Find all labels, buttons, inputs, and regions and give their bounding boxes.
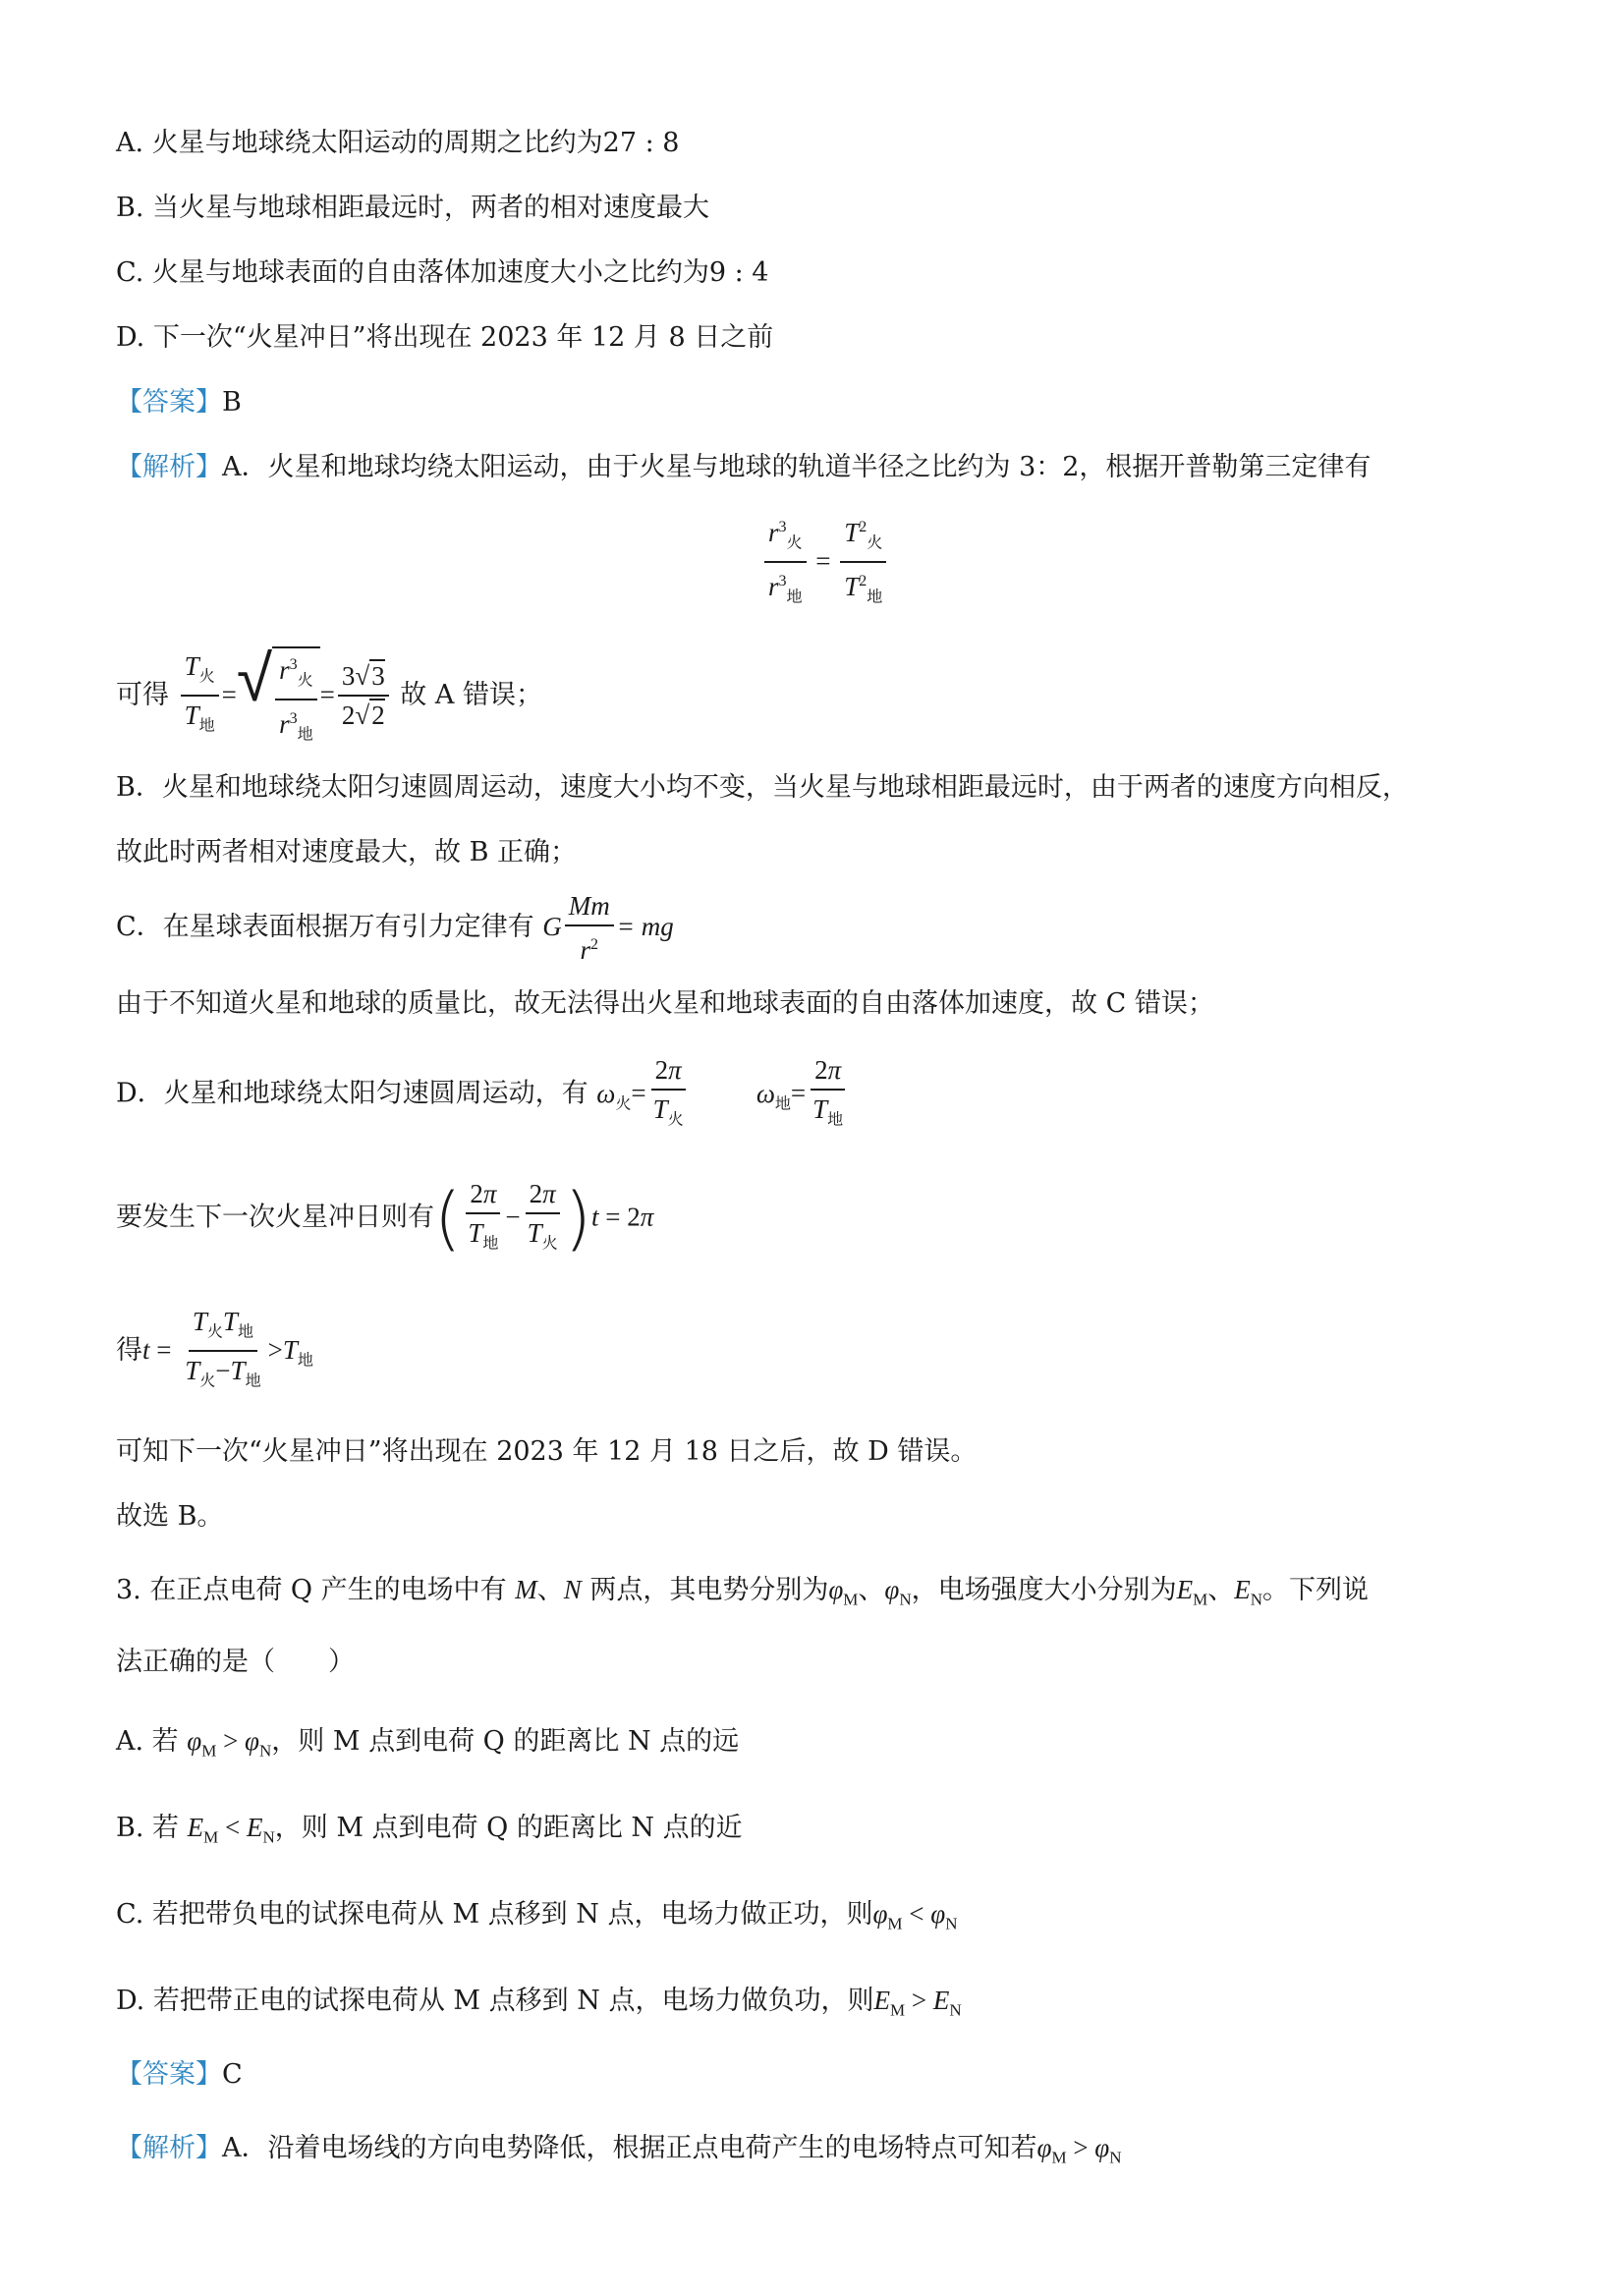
q3-analysis-a-text: A．沿着电场线的方向电势降低，根据正点电荷产生的电场特点可知若 [222, 2133, 1037, 2163]
q3-option-c-text: C. 若把带负电的试探电荷从 M 点移到 N 点，电场力做正功，则 [116, 1899, 873, 1930]
q3-option-a-text: ，则 M 点到电荷 Q 的距离比 N 点的远 [271, 1726, 740, 1757]
q3-option-d-text: D. 若把带正电的试探电荷从 M 点移到 N 点，电场力做负功，则 [116, 1986, 874, 2016]
analysis-a-text: A．火星和地球均绕太阳运动，由于火星与地球的轨道半径之比约为 3：2，根据开普勒第三定律有 [222, 452, 1371, 482]
d-line2-text: 要发生下一次火星冲日则有 [116, 1202, 434, 1233]
q3-stem-d: 。下列说 [1262, 1575, 1370, 1605]
q3-analysis-line: 【解析】A．沿着电场线的方向电势降低，根据正点电荷产生的电场特点可知若$\varphi_M > \varphi_N$ [116, 2133, 1122, 2167]
analysis-c-line1: C．在星球表面根据万有引力定律有 G $\frac{Mm}{r^2}$ = mg [116, 891, 674, 965]
q3-analysis-tag: 【解析】 [116, 2133, 222, 2163]
q3-stem-c: ，电场强度大小分别为 [911, 1575, 1177, 1605]
option-a: A. 火星与地球绕太阳运动的周期之比约为27 : 8 [116, 128, 680, 158]
q3-stem-line2: 法正确的是（ ） [116, 1647, 355, 1677]
analysis-c-line2: 由于不知道火星和地球的质量比，故无法得出火星和地球表面的自由落体加速度，故 C 错误； [116, 988, 1214, 1019]
analysis-d-line3: 得t = $\frac{T_火T_地}{T_火-T_地}$ $>T_地$ [116, 1307, 313, 1390]
analysis-d-line1: D．火星和地球绕太阳匀速圆周运动，有 $\omega_火=$ $\frac{2\pi}{T_火}$ $\omega_地=$ $\frac{2\pi}{T_地}$ [116, 1055, 844, 1129]
analysis-b-line2: 故此时两者相对速度最大，故 B 正确； [116, 837, 578, 868]
answer-line [116, 383, 242, 422]
q3-stem-line1: 3. 在正点电荷 Q 产生的电场中有 M、N 两点，其电势分别为$\varphi_M$、$\varphi_N$，电场强度大小分别为$E_M$、$E_N$。下列说 [116, 1575, 1370, 1609]
answer-tag: 【答案】 [116, 387, 222, 418]
analysis-d-line4: 可知下一次“火星冲日”将出现在 2023 年 12 月 18 日之后，故 D 错误。 [116, 1436, 978, 1467]
q3-option-b: B. 若 $E_M < E_N$，则 M 点到电荷 Q 的距离比 N 点的近 [116, 1813, 743, 1847]
q3-answer-line [116, 2055, 243, 2095]
q3-option-b-text: ，则 M 点到电荷 Q 的距离比 N 点的近 [274, 1813, 743, 1843]
analysis-b-line1: B．火星和地球绕太阳匀速圆周运动，速度大小均不变，当火星与地球相距最远时，由于两者的速度方向相反， [116, 772, 1409, 803]
analysis-a-line [116, 448, 1371, 487]
q3-option-d: D. 若把带正电的试探电荷从 M 点移到 N 点，电场力做负功，则$E_M > E_N$ [116, 1986, 962, 2020]
q3-option-a: A. 若 $\varphi_M > \varphi_N$，则 M 点到电荷 Q 的距离比 N 点的远 [116, 1726, 740, 1761]
q3-stem-b: 两点，其电势分别为 [589, 1575, 829, 1605]
analysis-a-result: 可得 $\frac{T_火}{T_地}$ = √ $\frac{r^3_火}{r^3_地}$ = $\frac{3√3}{2√2}$ 故 A 错误； [116, 641, 542, 752]
d-line3-prefix: 得 [116, 1334, 142, 1366]
option-d: D. 下一次“火星冲日”将出现在 2023 年 12 月 8 日之前 [116, 322, 774, 353]
option-c: C. 火星与地球表面的自由落体加速度大小之比约为9 : 4 [116, 257, 769, 288]
a-result-suffix: 故 A 错误； [400, 679, 542, 710]
analysis-d-line2: 要发生下一次火星冲日则有( $\frac{2\pi}{T_地}$ − $\frac{2\pi}{T_火}$ )t = 2π [116, 1178, 654, 1260]
analysis-conclusion: 故选 B。 [116, 1501, 224, 1532]
option-b: B. 当火星与地球相距最远时，两者的相对速度最大 [116, 193, 710, 223]
q3-stem-a: 3. 在正点电荷 Q 产生的电场中有 [116, 1575, 507, 1605]
kepler-formula: $\frac{r^3_火}{r^3_地}$ = $\frac{T^2_火}{T^2_地}$ [761, 511, 889, 614]
answer-value: B [222, 387, 242, 418]
q3-answer-tag: 【答案】 [116, 2059, 222, 2090]
q3-answer-value: C [222, 2059, 243, 2090]
q3-option-c: C. 若把带负电的试探电荷从 M 点移到 N 点，电场力做正功，则$\varphi_M < \varphi_N$ [116, 1899, 958, 1933]
analysis-tag: 【解析】 [116, 452, 222, 482]
a-result-prefix: 可得 [116, 679, 169, 710]
c-line1-text: C．在星球表面根据万有引力定律有 [116, 912, 534, 942]
d-line1-text: D．火星和地球绕太阳匀速圆周运动，有 [116, 1078, 588, 1109]
